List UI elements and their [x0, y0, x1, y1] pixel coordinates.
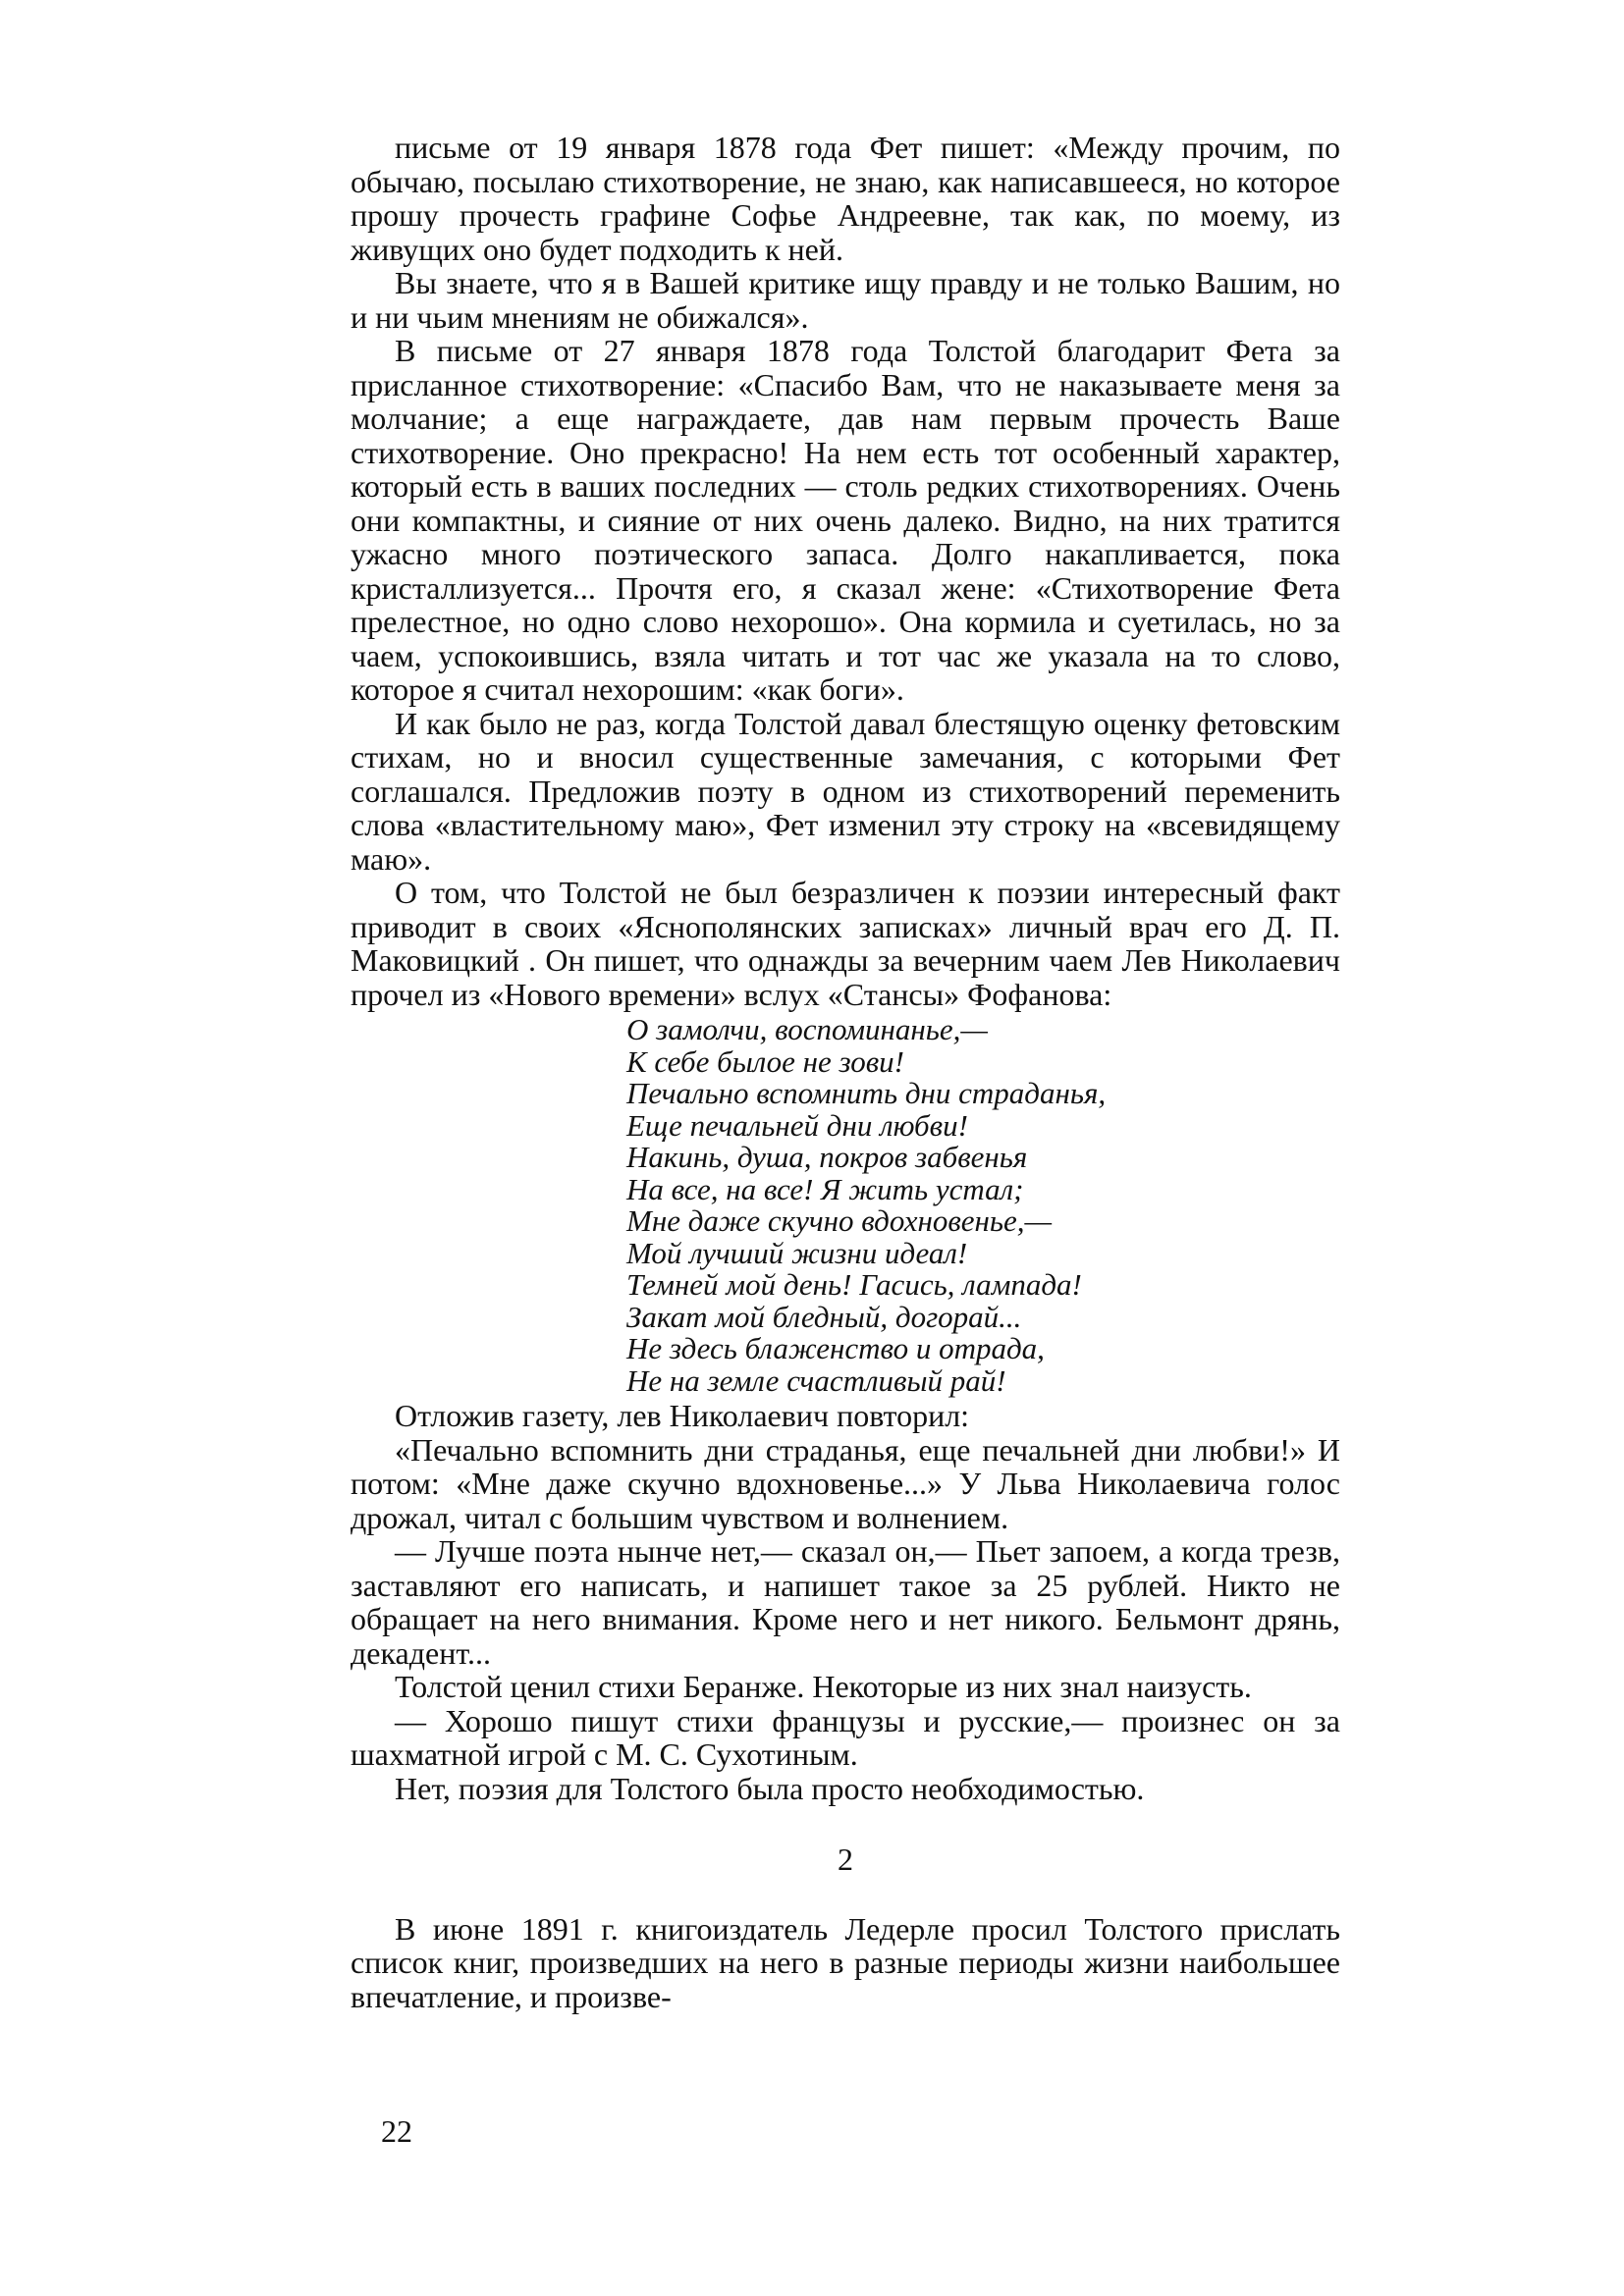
poem-line: Темней мой день! Гасись, лампада! — [626, 1267, 1082, 1302]
page-body — [351, 131, 1340, 2013]
poem-line: На все, на все! Я жить устал; — [626, 1171, 1024, 1206]
paragraph-repeated-lines: «Печально вспомнить дни страданья, еще печальней дни любви!» И потом: «Мне даже скучно вдохновенье...» У Льва Николаевича голос дрожал, читал с большим чувством и волнением. — [351, 1431, 1340, 1535]
paragraph-tolstoy-letter-1878-01-27: В письме от 27 января 1878 года Толстой благодарит Фета за присланное стихотворение: «Спасибо Вам, что не наказываете меня за молчание; а еще награждаете, дав нам первым прочесть Ваше стихотворение. Оно прекрасно! На нем есть тот особенный характер, который есть в ваших последних — столь редких стихотворениях. Очень они компактны, и сияние от них очень далеко. Видно, на них тратится ужасно много поэтического запаса. Долго накапливается, пока кристаллизуется... Прочтя его, я сказал жене: «Стихотворение Фета прелестное, но одно слово нехорошо». Она кормила и суетилась, но за чаем, успокоившись, взяла читать и тот час же указала на то слово, которое я считал нехорошим: «как боги». — [351, 333, 1340, 707]
section-number: 2 — [838, 1842, 853, 1877]
paragraph-chess-quote: — Хорошо пишут стихи французы и русские,— произнес он за шахматной игрой с М. С. Сухотиным. — [351, 1702, 1340, 1772]
paragraph-beranger: Толстой ценил стихи Беранже. Некоторые из них знал наизусть. — [395, 1669, 1252, 1704]
poem-line: Печально вспомнить дни страданья, — [626, 1076, 1107, 1110]
page-number: 22 — [381, 2113, 412, 2149]
paragraph-tolstoy-remarks: И как было не раз, когда Толстой давал блестящую оценку фетовским стихам, но и вносил существенные замечания, с которыми Фет соглашался. Предложив поэту в одном из стихотворений переменить слова «властительному маю», Фет изменил эту строку на «всевидящему маю». — [351, 705, 1340, 877]
poem-line: К себе былое не зови! — [626, 1043, 904, 1079]
paragraph-fet-criticism: Вы знаете, что я в Вашей критике ищу правду и не только Вашим, но и ни чьим мнениям не обижался». — [351, 265, 1340, 335]
poem-line: Не на земле счастливый рай! — [626, 1362, 1006, 1398]
paragraph-poetry-necessity: Нет, поэзия для Толстого была просто необходимостью. — [395, 1770, 1145, 1806]
poem-line: Не здесь блаженство и отрада, — [626, 1331, 1045, 1365]
poem-line: Закат мой бледный, догорай... — [626, 1299, 1022, 1334]
poem-line: Еще печальней дни любви! — [626, 1107, 968, 1143]
poem-line: Накинь, душа, покров забвенья — [626, 1140, 1028, 1174]
poem-stansy-fofanov — [351, 1014, 1340, 1397]
poem-line: О замолчи, воспоминанье,— — [626, 1012, 988, 1046]
paragraph-lederle-request: В июне 1891 г. книгоиздатель Ледерле просил Толстого прислать список книг, произведших на него в разные периоды жизни наибольшее впечатление, и произве- — [351, 1910, 1340, 2014]
paragraph-makovitsky-notes: О том, что Толстой не был безразличен к поэзии интересный факт приводит в своих «Яснополянских записках» личный врач его Д. П. Маковицкий . Он пишет, что однажды за вечерним чаем Лев Николаевич прочел из «Нового времени» вслух «Стансы» Фофанова: — [351, 875, 1340, 1012]
poem-line: Мне даже скучно вдохновенье,— — [626, 1203, 1053, 1238]
paragraph-best-poet-quote: — Лучше поэта нынче нет,— сказал он,— Пьет запоем, а когда трезв, заставляют его написать, и напишет такое за 25 рублей. Никто не обращает на него внимания. Кроме него и нет никого. Бельмонт дрянь, декадент... — [351, 1533, 1340, 1671]
paragraph-put-aside-newspaper: Отложив газету, лев Николаевич повторил: — [395, 1398, 970, 1433]
paragraph-fet-letter-1878-01-19: письме от 19 января 1878 года Фет пишет: «Между прочим, по обычаю, посылаю стихотворение, не знаю, как написавшееся, но которое прошу прочесть графине Софье Андреевне, так как, по моему, из живущих оно будет подходить к ней. — [351, 130, 1340, 267]
poem-line: Мой лучший жизни идеал! — [626, 1235, 968, 1270]
